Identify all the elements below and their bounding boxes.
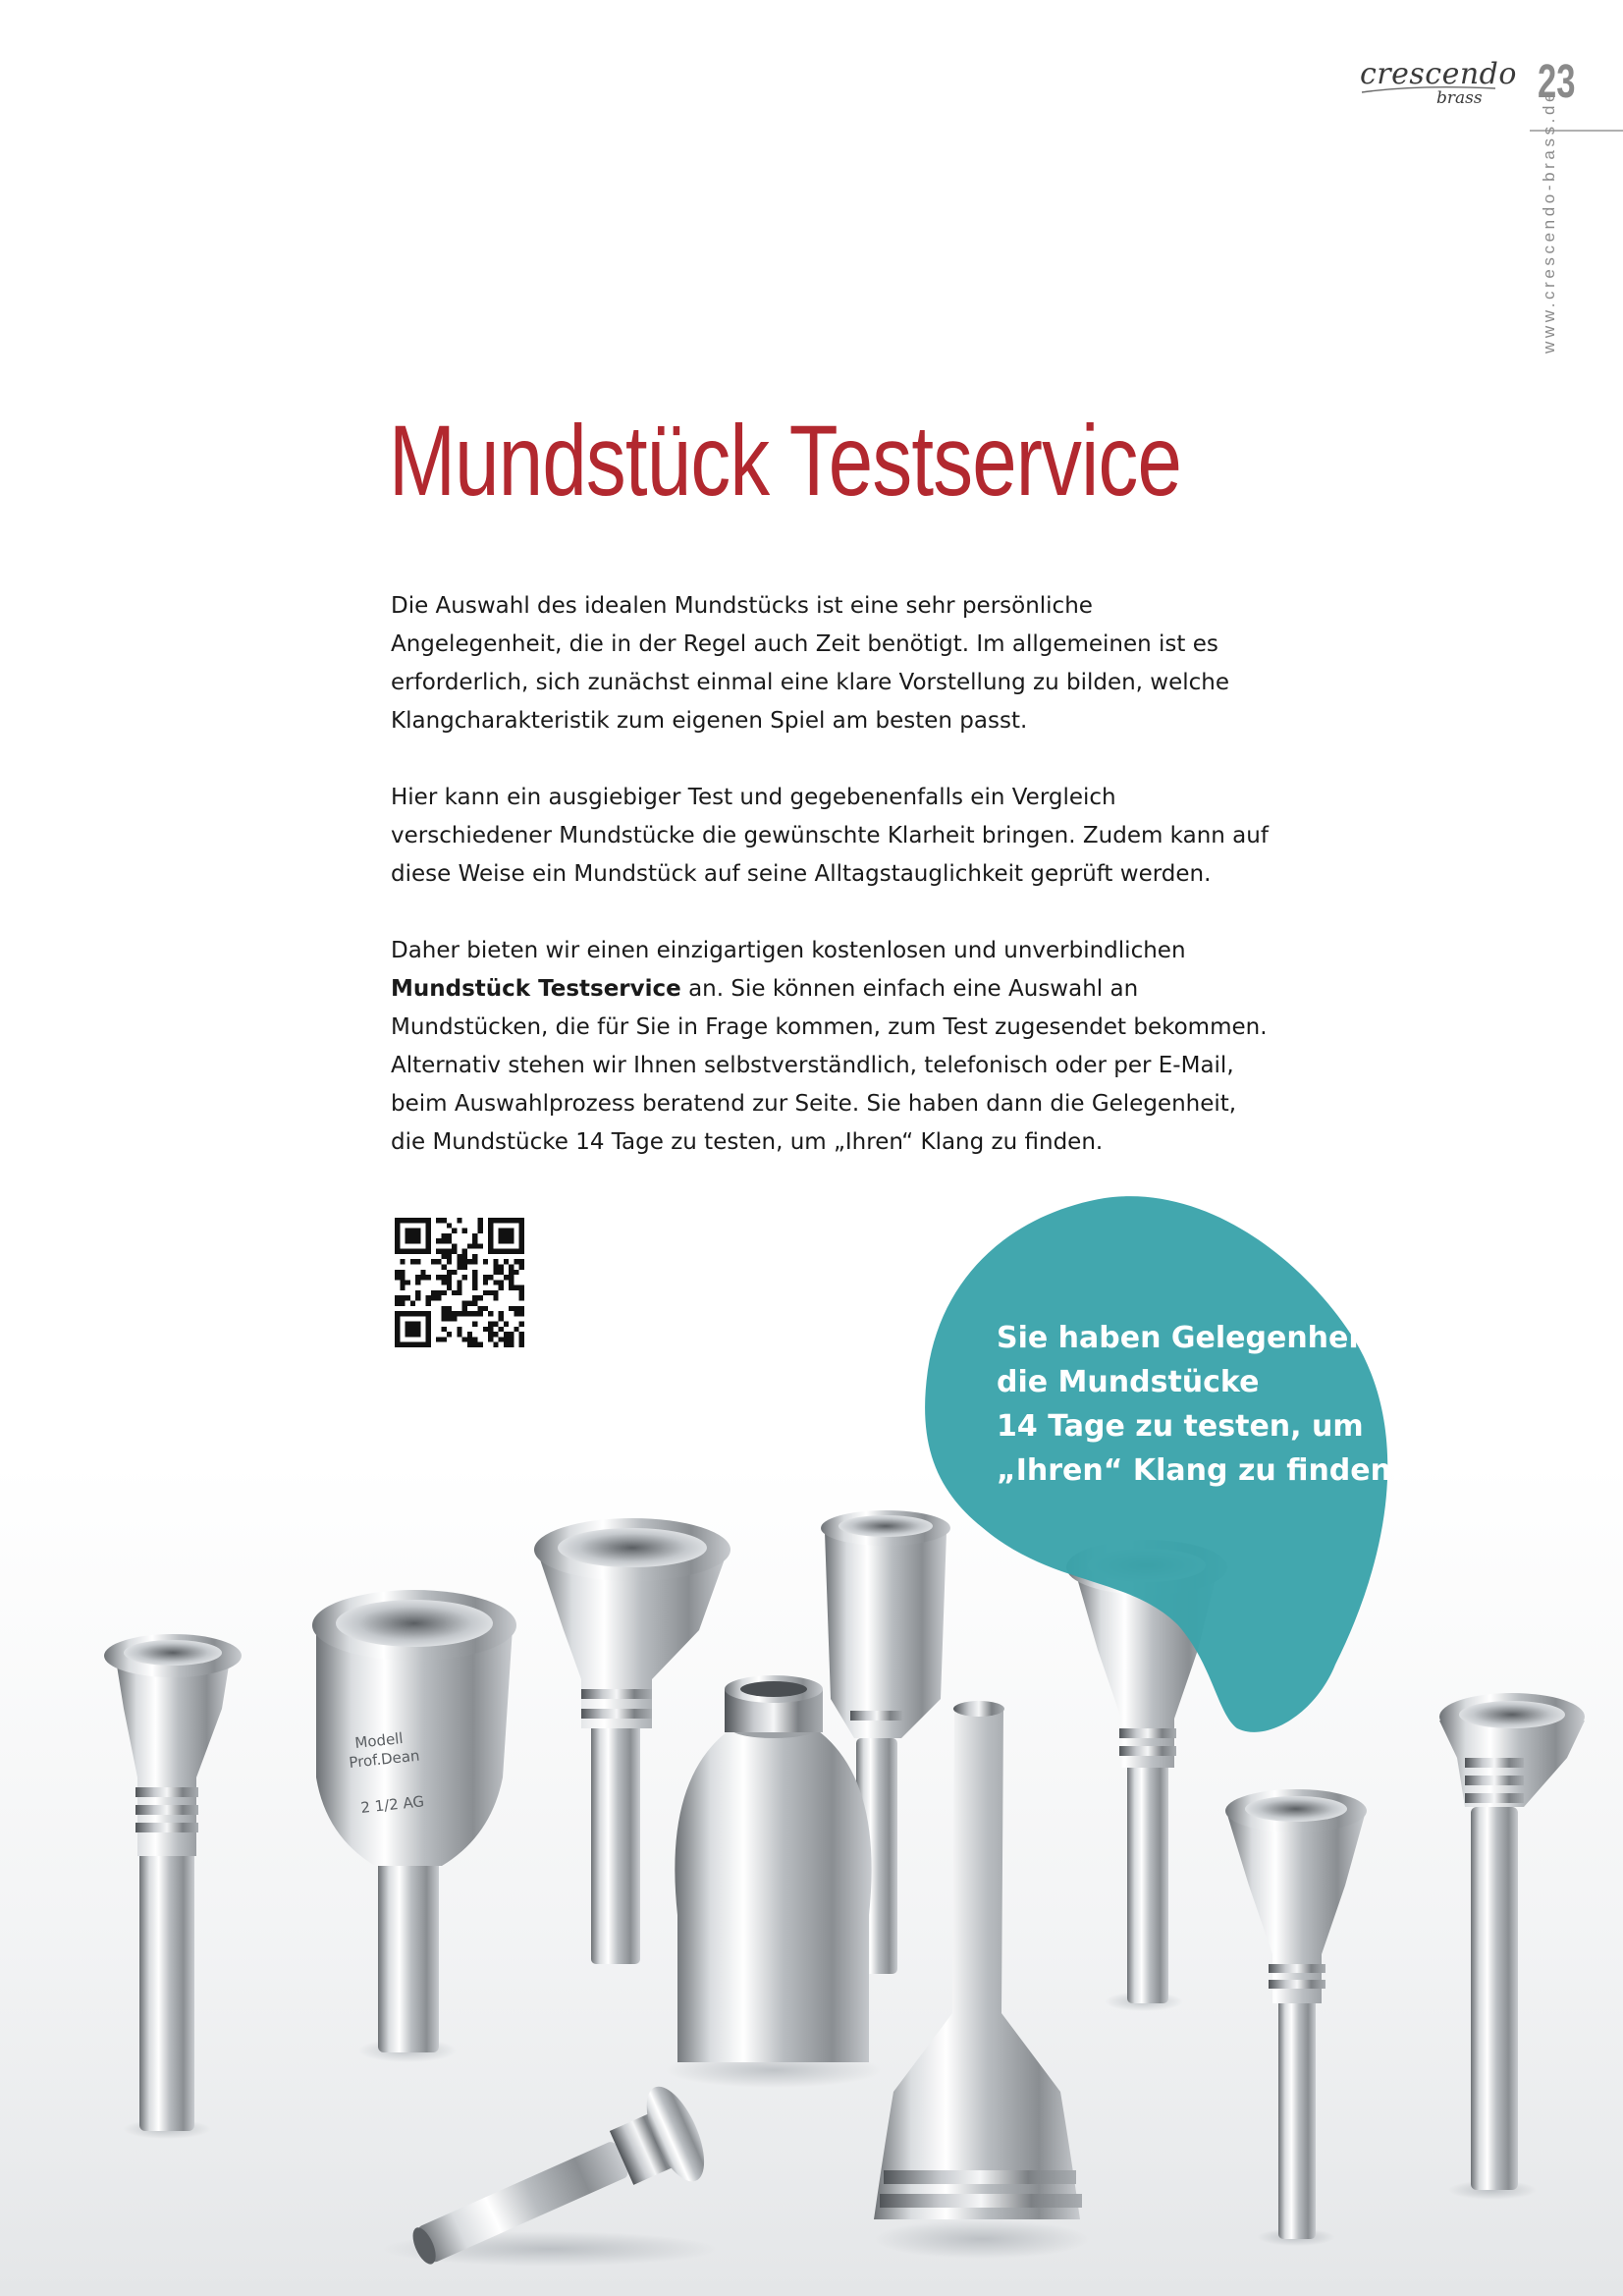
text-line: Daher bieten wir einen einzigartigen kostenlosen und unverbindlichen [391, 938, 1186, 963]
callout-text [997, 1316, 1403, 1493]
text-line: erforderlich, sich zunächst einmal eine klare Vorstellung zu bilden, welche [391, 670, 1230, 695]
qr-code[interactable] [395, 1218, 524, 1347]
website-url: www.crescendo-brass.de [1540, 88, 1558, 354]
callout-line: die Mundstücke [997, 1365, 1260, 1399]
text-line: Hier kann ein ausgiebiger Test und gegebenenfalls ein Vergleich [391, 785, 1116, 810]
paragraph-2 [391, 779, 1269, 894]
text-line: die Mundstücke 14 Tage zu testen, um „Ihren“ Klang zu finden. [391, 1129, 1104, 1155]
paragraph-3 [391, 932, 1268, 1162]
service-name-bold: Mundstück Testservice [391, 976, 681, 1002]
page-number: 23 [1538, 56, 1576, 108]
engraving-line-3: 2 1/2 AG [359, 1792, 425, 1817]
text-line: diese Weise ein Mundstück auf seine Alltagstauglichkeit geprüft werden. [391, 861, 1212, 887]
body-text [391, 587, 1269, 1200]
text-line: Die Auswahl des idealen Mundstücks ist eine sehr persönliche [391, 593, 1093, 619]
text-line: verschiedener Mundstücke die gewünschte Klarheit bringen. Zudem kann auf [391, 823, 1269, 848]
engraving-line-2: Prof.Dean [348, 1746, 421, 1772]
text-line: an. Sie können einfach eine Auswahl an [680, 976, 1139, 1002]
page-title: Mundstück Testservice [389, 405, 1182, 517]
text-line: beim Auswahlprozess beratend zur Seite. Sie haben dann die Gelegenheit, [391, 1091, 1237, 1117]
callout-line: „Ihren“ Klang zu finden. [997, 1453, 1403, 1488]
paragraph-1 [391, 587, 1255, 740]
text-line: Klangcharakteristik zum eigenen Spiel am besten passt. [391, 708, 1028, 734]
logo-subline: brass [1436, 88, 1483, 108]
callout-line: 14 Tage zu testen, um [997, 1409, 1364, 1444]
text-line: Angelegenheit, die in der Regel auch Zeit benötigt. Im allgemeinen ist es [391, 631, 1218, 657]
crescendo-brass-logo [1360, 57, 1517, 116]
text-line: Mundstücken, die für Sie in Frage kommen, zum Test zugesendet bekommen. [391, 1014, 1268, 1040]
text-line: Alternativ stehen wir Ihnen selbstverständlich, telefonisch oder per E-Mail, [391, 1053, 1234, 1078]
callout-line: Sie haben Gelegenheit, [997, 1321, 1384, 1355]
engraving-line-1: Modell [353, 1728, 405, 1752]
logo-wordmark: crescendo [1360, 57, 1517, 91]
